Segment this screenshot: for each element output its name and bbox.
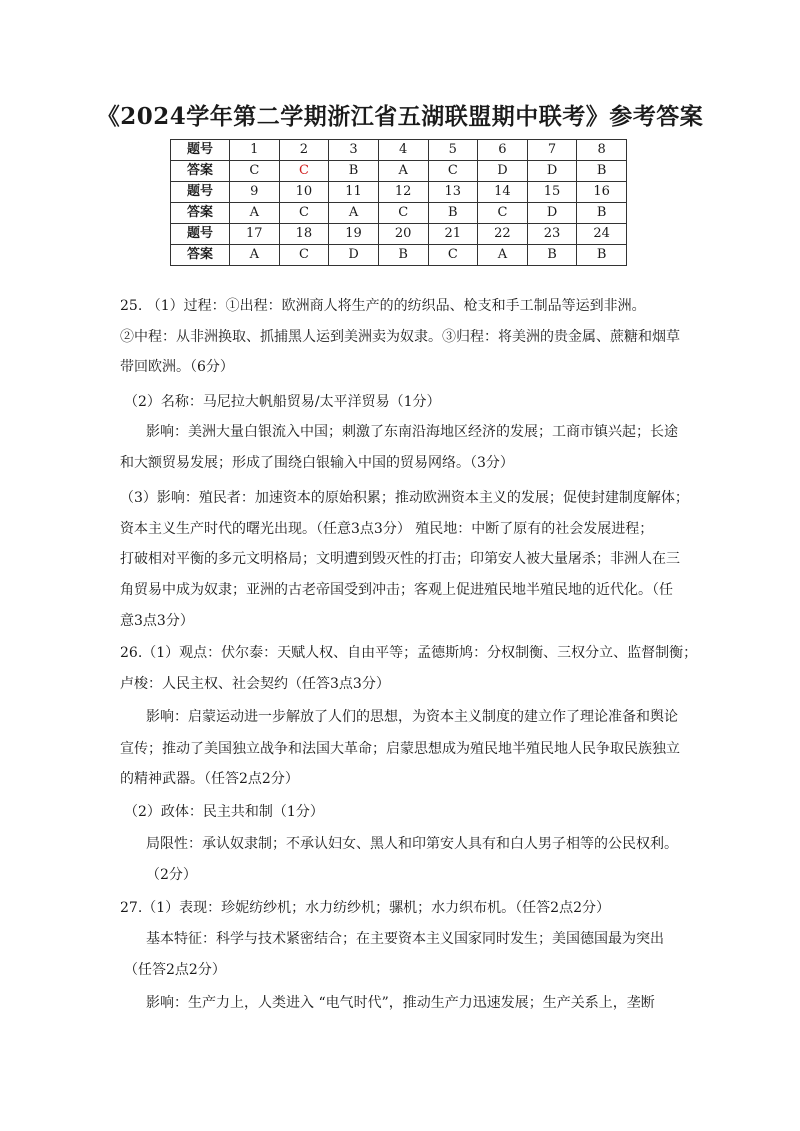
table-cell: 11 [329,182,379,203]
table-cell: 8 [577,140,627,161]
text-line: 意3点3分） [120,613,194,629]
table-cell: 15 [527,182,577,203]
table-cell: 21 [428,224,478,245]
table-cell: B [428,203,478,224]
table-cell: 22 [478,224,528,245]
text-line: 影响：启蒙运动进一步解放了人们的思想，为资本主义制度的建立作了理论准备和舆论 [146,709,678,725]
text-line: 角贸易中成为奴隶；亚洲的古老帝国受到冲击；客观上促进殖民地半殖民地的近代化。（任 [120,582,673,598]
table-row [171,140,627,161]
text-line: ②中程：从非洲换取、抓捕黑人运到美洲卖为奴隶。③归程：将美洲的贵金属、蔗糖和烟草 [120,329,680,345]
text-line: 影响：美洲大量白银流入中国；刺激了东南沿海地区经济的发展；工商市镇兴起；长途 [146,424,678,440]
table-cell: 2 [279,140,329,161]
table-cell: 13 [428,182,478,203]
page-title: 《2024学年第二学期浙江省五湖联盟期中联考》参考答案 [96,103,704,130]
answer-table [170,139,627,266]
text-line: 27.（1）表现：珍妮纺纱机；水力纺纱机；骡机；水力织布机。（任答2点2分） [120,900,610,916]
table-cell: 6 [478,140,528,161]
table-cell: B [378,245,428,266]
row-label: 题号 [171,140,230,161]
table-cell: C [230,161,280,182]
text-line: 局限性：承认奴隶制；不承认妇女、黑人和印第安人具有和白人男子相等的公民权利。 [146,836,678,852]
table-cell: D [329,245,379,266]
table-cell: D [527,161,577,182]
table-cell: 10 [279,182,329,203]
table-cell: B [577,203,627,224]
table-cell: 9 [230,182,280,203]
text-line: 基本特征：科学与技术紧密结合；在主要资本主义国家同时发生；美国德国最为突出 [146,931,664,947]
table-cell: D [478,161,528,182]
text-line: 卢梭：人民主权、社会契约（任答3点3分） [120,676,390,692]
table-cell: 16 [577,182,627,203]
table-cell: A [230,245,280,266]
table-cell: B [329,161,379,182]
text-line: （3）影响：殖民者：加速资本的原始积累；推动欧洲资本主义的发展；促使封建制度解体； [120,490,689,506]
table-row [171,182,627,203]
text-line: （2）名称：马尼拉大帆船贸易/太平洋贸易（1分） [124,394,441,410]
table-row [171,203,627,224]
table-cell: B [527,245,577,266]
table-cell: D [527,203,577,224]
table-cell: 4 [378,140,428,161]
table-cell: 1 [230,140,280,161]
table-cell: C [279,245,329,266]
table-cell: B [577,245,627,266]
table-row [171,161,627,182]
table-cell: 7 [527,140,577,161]
table-cell: 17 [230,224,280,245]
text-line: （2）政体：民主共和制（1分） [124,804,324,820]
table-cell: 20 [378,224,428,245]
table-cell: C [428,245,478,266]
table-cell: 18 [279,224,329,245]
table-cell: 23 [527,224,577,245]
row-label: 题号 [171,224,230,245]
text-line: 资本主义生产时代的曙光出现。（任意3点3分） 殖民地：中断了原有的社会发展进程； [120,521,654,537]
text-line: 和大额贸易发展；形成了围绕白银输入中国的贸易网络。（3分） [120,455,514,471]
table-cell: 19 [329,224,379,245]
text-line: 打破相对平衡的多元文明格局；文明遭到毁灭性的打击；印第安人被大量屠杀；非洲人在三 [120,551,680,567]
text-line: 带回欧洲。（6分） [120,359,234,375]
text-line: 的精神武器。（任答2点2分） [120,771,299,787]
table-cell-highlighted: C [279,161,329,182]
row-label: 答案 [171,161,230,182]
table-cell: C [478,203,528,224]
table-cell: A [230,203,280,224]
table-row [171,245,627,266]
table-cell: A [378,161,428,182]
table-cell: 3 [329,140,379,161]
text-line: （2分） [146,867,197,883]
row-label: 答案 [171,203,230,224]
text-line: 宣传；推动了美国独立战争和法国大革命；启蒙思想成为殖民地半殖民地人民争取民族独立 [120,741,680,757]
text-line: 25. （1）过程：①出程：欧洲商人将生产的的纺织品、枪支和手工制品等运到非洲。 [120,298,646,314]
table-cell: B [577,161,627,182]
table-cell: C [428,161,478,182]
table-cell: A [478,245,528,266]
row-label: 答案 [171,245,230,266]
table-cell: 5 [428,140,478,161]
table-cell: 14 [478,182,528,203]
text-line: 26.（1）观点：伏尔泰：天赋人权、自由平等；孟德斯鸠：分权制衡、三权分立、监督制衡； [120,645,698,661]
table-cell: C [279,203,329,224]
table-cell: 24 [577,224,627,245]
row-label: 题号 [171,182,230,203]
text-line: 影响：生产力上，人类进入 “电气时代”，推动生产力迅速发展；生产关系上，垄断 [146,995,655,1011]
table-row [171,224,627,245]
table-cell: C [378,203,428,224]
table-cell: 12 [378,182,428,203]
text-line: （任答2点2分） [124,962,226,978]
table-cell: A [329,203,379,224]
